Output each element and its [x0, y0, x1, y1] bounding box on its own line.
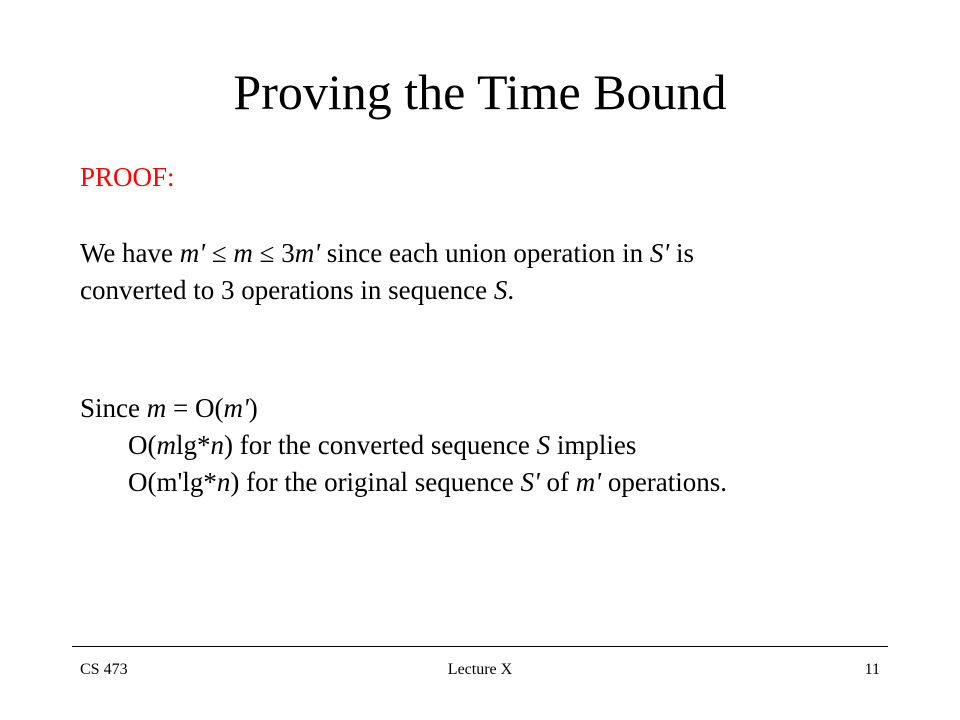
math-var: m: [146, 393, 167, 423]
text-run: .: [507, 275, 515, 305]
paragraph-bounds-line-2: [80, 272, 694, 309]
math-var: n: [210, 430, 225, 460]
paragraph-bounds-line-1: [80, 235, 694, 272]
slide-title: Proving the Time Bound: [233, 64, 727, 120]
math-var: m': [575, 467, 602, 497]
text-run: implies: [550, 430, 637, 460]
math-var: S': [649, 238, 670, 268]
footer-lecture: Lecture X: [447, 661, 513, 678]
text-run: operations.: [601, 467, 728, 497]
text-run: of: [539, 467, 576, 497]
math-var: m: [156, 430, 176, 460]
math-var: n: [216, 467, 231, 497]
math-var: S: [536, 430, 551, 460]
text-run: converted to 3 operations in sequence: [80, 275, 494, 305]
text-run: is: [669, 238, 694, 268]
math-var: m': [294, 238, 320, 268]
math-var: S': [520, 467, 540, 497]
paragraph-conclusion-line-3: [80, 464, 727, 501]
proof-label: PROOF:: [80, 162, 175, 192]
text-run: ≤ 3: [252, 238, 295, 268]
text-run: since each union operation in: [320, 238, 650, 268]
text-run: ) for the converted sequence: [224, 430, 537, 460]
text-run: We have: [80, 238, 180, 268]
paragraph-bounds: [80, 235, 694, 309]
text-run: O(m'lg*: [128, 467, 217, 497]
math-var: m': [223, 393, 249, 423]
footer-course: CS 473: [80, 661, 128, 678]
text-run: ): [248, 393, 258, 423]
math-var: S: [493, 275, 508, 305]
text-run: ) for the original sequence: [230, 467, 521, 497]
paragraph-conclusion-line-1: [80, 390, 727, 427]
footer-divider: [72, 646, 888, 647]
text-run: lg*: [176, 430, 211, 460]
text-run: ≤: [205, 238, 234, 268]
text-run: O(: [128, 430, 157, 460]
math-var: m': [179, 238, 206, 268]
paragraph-conclusion-line-2: [80, 427, 727, 464]
paragraph-conclusion: [80, 390, 727, 501]
math-var: m: [233, 238, 253, 268]
text-run: Since: [80, 393, 147, 423]
footer-page-number: 11: [864, 661, 880, 678]
text-run: = O(: [166, 393, 224, 423]
